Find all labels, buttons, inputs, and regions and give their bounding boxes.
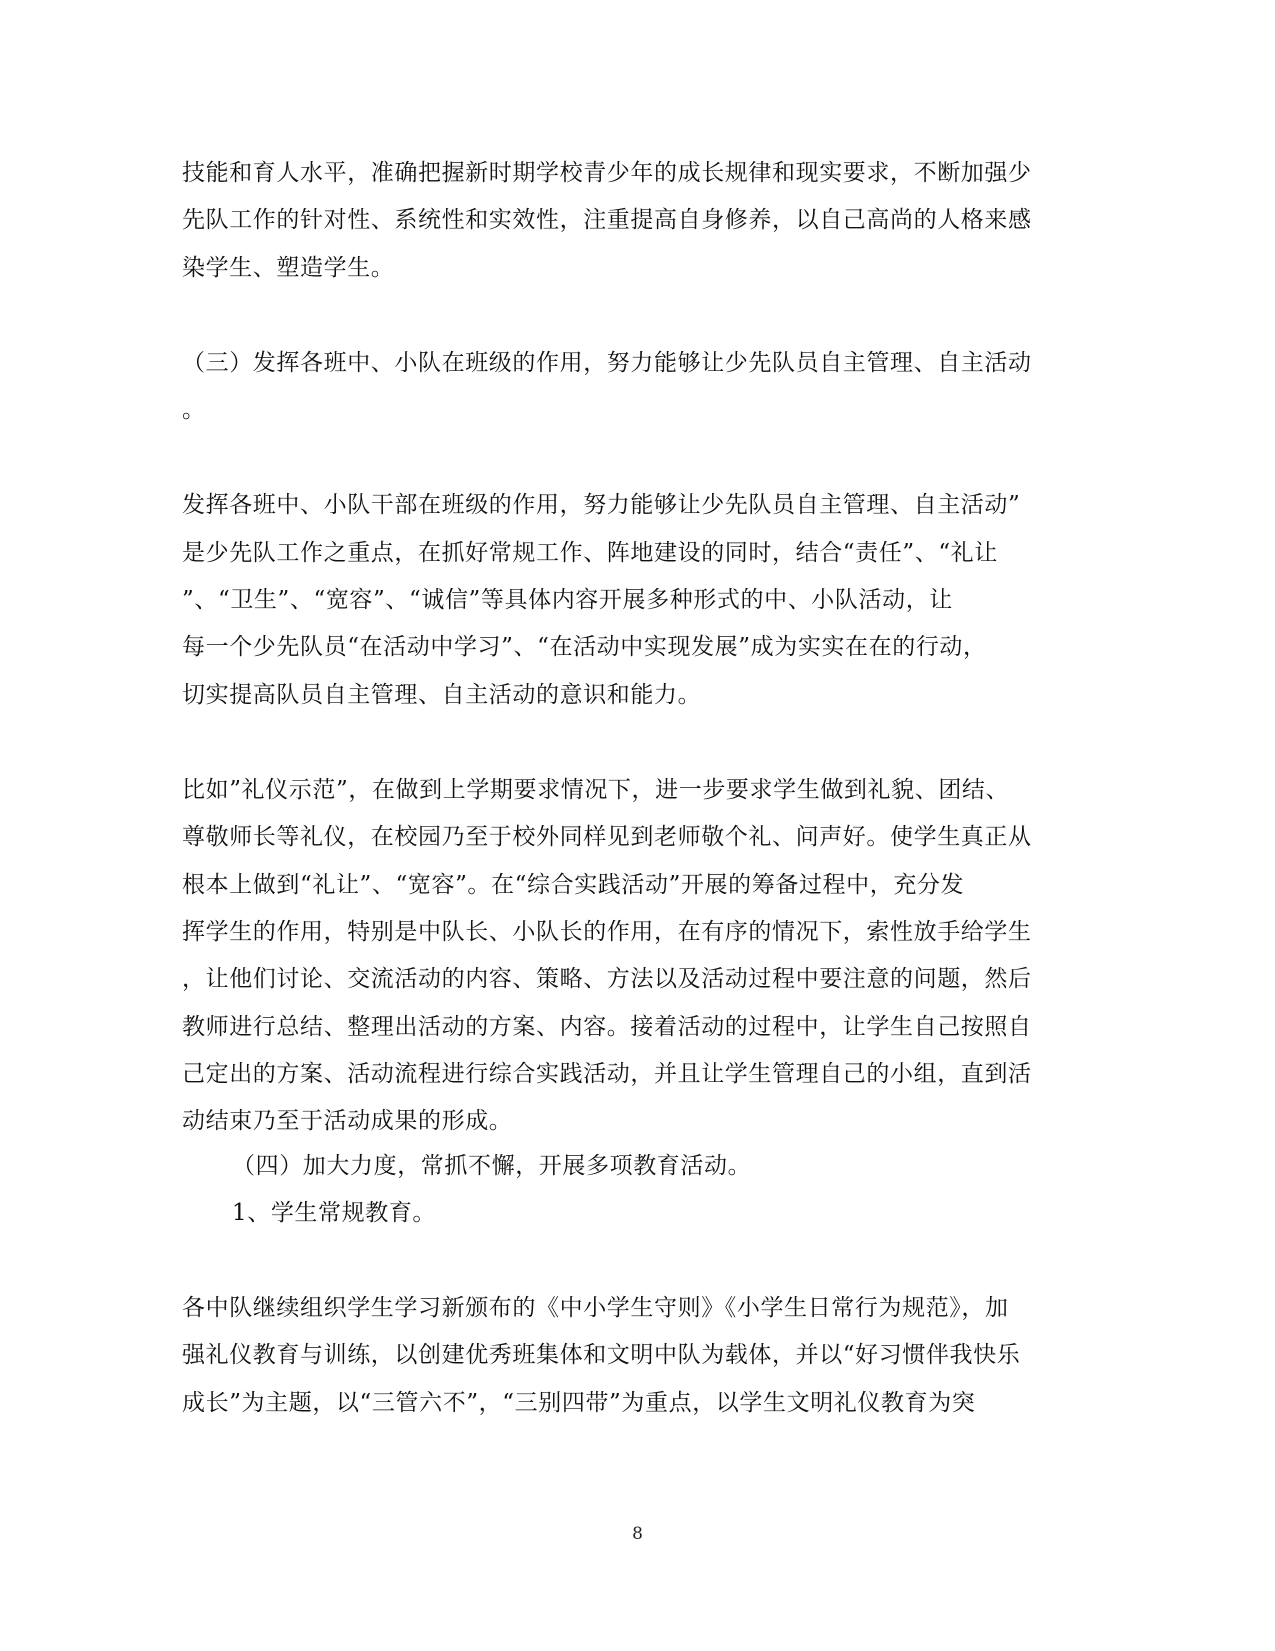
text-line: 教师进行总结、整理出活动的方案、内容。接着活动的过程中，让学生自己按照自: [182, 1014, 1032, 1040]
text-line: ”、“卫生”、“宽容”、“诚信”等具体内容开展多种形式的中、小队活动，让: [182, 587, 953, 613]
text-line: 1、学生常规教育。: [232, 1200, 437, 1226]
text-line: 各中队继续组织学生学习新颁布的《中小学生守则》《小学生日常行为规范》，加: [182, 1295, 1009, 1321]
text-line: 切实提高队员自主管理、自主活动的意识和能力。: [182, 682, 702, 708]
text-line: 动结束乃至于活动成果的形成。: [182, 1108, 513, 1134]
text-line: 挥学生的作用，特别是中队长、小队长的作用，在有序的情况下，索性放手给学生: [182, 919, 1032, 945]
text-line: 是少先队工作之重点，在抓好常规工作、阵地建设的同时，结合“责任”、“礼让: [182, 540, 998, 566]
text-line: 比如”礼仪示范”，在做到上学期要求情况下，进一步要求学生做到礼貌、团结、: [182, 777, 1010, 803]
text-line: ，让他们讨论、交流活动的内容、策略、方法以及活动过程中要注意的问题，然后: [182, 966, 1032, 992]
text-line: 染学生、塑造学生。: [182, 255, 395, 281]
text-line: （四）加大力度，常抓不懈，开展多项教育活动。: [232, 1153, 752, 1179]
page-number: 8: [632, 1524, 643, 1544]
text-line: 强礼仪教育与训练，以创建优秀班集体和文明中队为载体，并以“好习惯伴我快乐: [182, 1342, 1021, 1368]
text-line: 尊敬师长等礼仪，在校园乃至于校外同样见到老师敬个礼、问声好。使学生真正从: [182, 824, 1032, 850]
text-line: 发挥各班中、小队干部在班级的作用，努力能够让少先队员自主管理、自主活动”: [182, 492, 1021, 518]
text-line: 技能和育人水平，准确把握新时期学校青少年的成长规律和现实要求，不断加强少: [182, 160, 1032, 186]
text-line: 每一个少先队员“在活动中学习”、“在活动中实现发展”成为实实在在的行动，: [182, 634, 987, 660]
text-line: 成长”为主题，以“三管六不”，“三别四带”为重点，以学生文明礼仪教育为突: [182, 1390, 976, 1416]
text-line: 根本上做到“礼让”、“宽容”。在“综合实践活动”开展的筹备过程中，充分发: [182, 872, 965, 898]
text-line: （三）发挥各班中、小队在班级的作用，努力能够让少先队员自主管理、自主活动: [182, 350, 1032, 376]
text-line: 先队工作的针对性、系统性和实效性，注重提高自身修养，以自己高尚的人格来感: [182, 207, 1032, 233]
text-line: 。: [182, 397, 206, 423]
text-line: 己定出的方案、活动流程进行综合实践活动，并且让学生管理自己的小组，直到活: [182, 1061, 1032, 1087]
